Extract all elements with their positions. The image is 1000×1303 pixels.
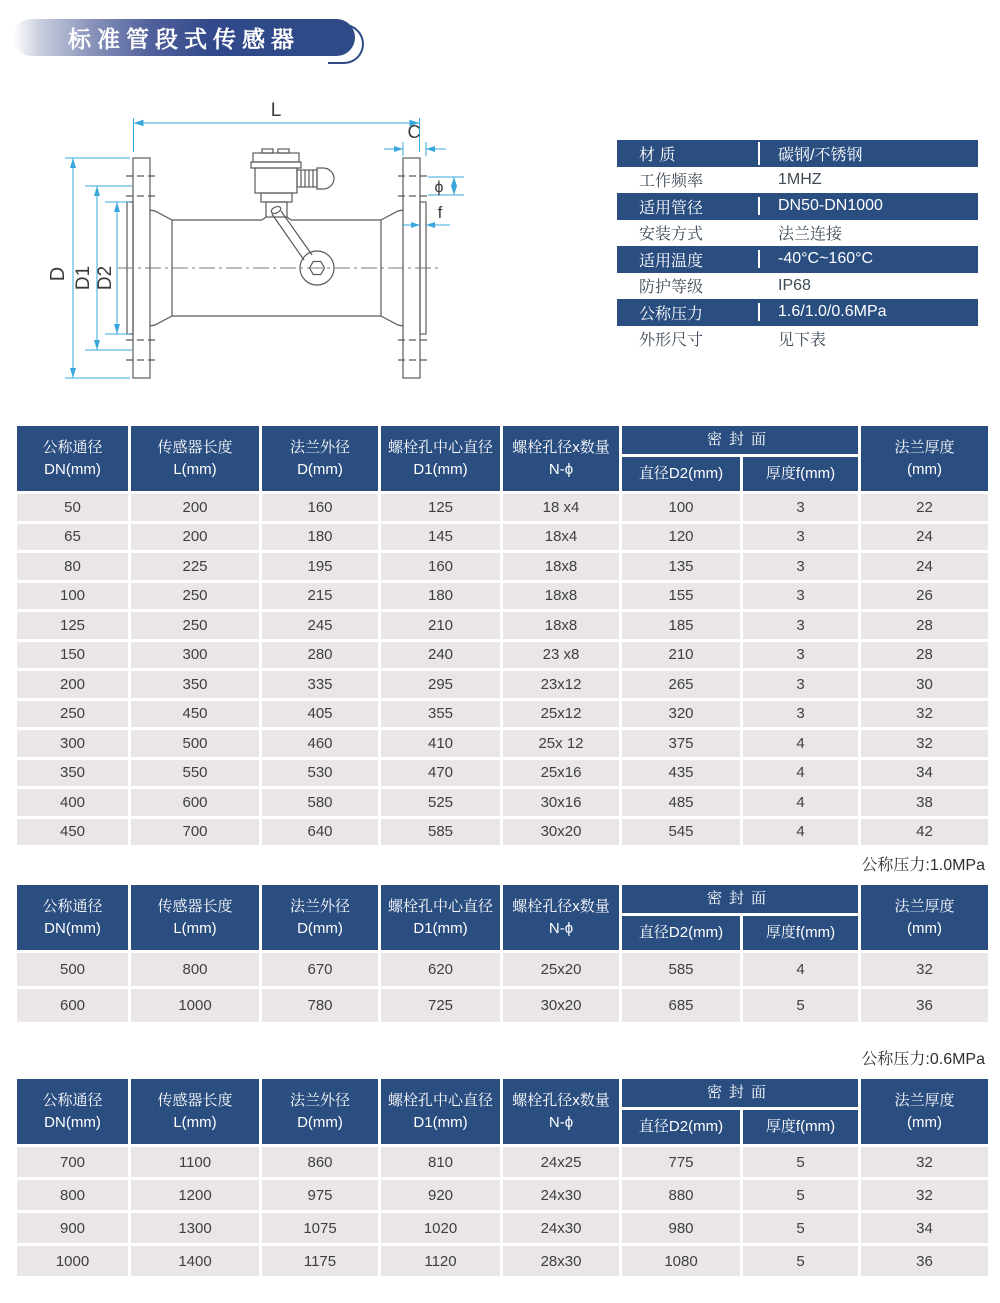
table-cell: 210 — [622, 642, 740, 669]
spec-label: 适用管径 — [639, 199, 704, 217]
table-cell: 245 — [262, 612, 378, 639]
col-header-flange-od: 法兰外径 D(mm) — [262, 885, 378, 950]
table-row — [17, 819, 988, 846]
table-cell: 1000 — [17, 1246, 128, 1276]
table-row — [17, 1147, 988, 1177]
table-row — [17, 701, 988, 728]
table-cell: 100 — [17, 583, 128, 610]
table-header — [17, 426, 988, 491]
table-cell: 550 — [131, 760, 259, 787]
table-cell: 1400 — [131, 1246, 259, 1276]
col-header-length: 传感器长度 L(mm) — [131, 426, 259, 491]
table-cell: 5 — [743, 1246, 858, 1276]
table-cell: 580 — [262, 789, 378, 816]
col-header-flange-thickness: 法兰厚度 (mm) — [861, 426, 988, 491]
table-cell: 3 — [743, 612, 858, 639]
col-header-flange-thickness: 法兰厚度 (mm) — [861, 1079, 988, 1144]
table-cell: 80 — [17, 553, 128, 580]
table-cell: 500 — [17, 953, 128, 986]
table-cell: 585 — [381, 819, 500, 846]
dim-label-D: D — [47, 266, 69, 282]
table-cell: 4 — [743, 789, 858, 816]
table-cell: 1075 — [262, 1213, 378, 1243]
col-header-seal-d2: 直径D2(mm) — [622, 916, 740, 950]
col-header-seal-d2: 直径D2(mm) — [622, 457, 740, 491]
dim-label-f: f — [437, 203, 443, 222]
spec-value: 1.6/1.0/0.6MPa — [758, 303, 978, 321]
table-cell: 215 — [262, 583, 378, 610]
table-cell: 5 — [743, 989, 858, 1022]
table-cell: 435 — [622, 760, 740, 787]
pressure-label-0.6mpa: 公称压力:0.6MPa — [861, 1051, 985, 1068]
table-cell: 685 — [622, 989, 740, 1022]
table-cell: 25x16 — [503, 760, 619, 787]
table-cell: 42 — [861, 819, 988, 846]
table-cell: 810 — [381, 1147, 500, 1177]
table-cell: 3 — [743, 524, 858, 551]
table-cell: 3 — [743, 553, 858, 580]
spec-label: 工作频率 — [639, 173, 704, 191]
table-cell: 670 — [262, 953, 378, 986]
col-header-bolt-circle: 螺栓孔中心直径 D1(mm) — [381, 885, 500, 950]
table-cell: 295 — [381, 671, 500, 698]
table-row — [17, 671, 988, 698]
table-cell: 1300 — [131, 1213, 259, 1243]
table-cell: 335 — [262, 671, 378, 698]
col-header-flange-od: 法兰外径 D(mm) — [262, 426, 378, 491]
page-title-banner — [13, 19, 355, 56]
table-row — [17, 730, 988, 757]
table-row — [17, 524, 988, 551]
table-cell: 470 — [381, 760, 500, 787]
spec-label: 适用温度 — [639, 252, 704, 270]
table-cell: 125 — [17, 612, 128, 639]
table-cell: 28x30 — [503, 1246, 619, 1276]
table-cell: 355 — [381, 701, 500, 728]
dim-label-L: L — [270, 100, 282, 121]
spec-row — [617, 246, 978, 273]
table-row — [17, 494, 988, 521]
table-cell: 65 — [17, 524, 128, 551]
table-cell: 24x30 — [503, 1213, 619, 1243]
dimension-table-1 — [14, 423, 991, 848]
table-cell: 32 — [861, 1180, 988, 1210]
table-cell: 265 — [622, 671, 740, 698]
col-header-seal-f: 厚度f(mm) — [743, 457, 858, 491]
table-cell: 240 — [381, 642, 500, 669]
table-cell: 530 — [262, 760, 378, 787]
table-cell: 3 — [743, 701, 858, 728]
col-header-bolt-count: 螺栓孔径x数量 N-ϕ — [503, 426, 619, 491]
dim-label-C: C — [407, 122, 421, 142]
table-cell: 18x4 — [503, 524, 619, 551]
table-cell: 185 — [622, 612, 740, 639]
spec-row — [617, 220, 978, 247]
table-cell: 400 — [17, 789, 128, 816]
table-row — [17, 583, 988, 610]
table-cell: 4 — [743, 953, 858, 986]
table-cell: 195 — [262, 553, 378, 580]
table-cell: 3 — [743, 642, 858, 669]
table-cell: 38 — [861, 789, 988, 816]
table-cell: 620 — [381, 953, 500, 986]
table-cell: 1175 — [262, 1246, 378, 1276]
spec-row — [617, 299, 978, 326]
table-cell: 700 — [17, 1147, 128, 1177]
table-cell: 180 — [262, 524, 378, 551]
table-row — [17, 953, 988, 986]
table-cell: 200 — [131, 524, 259, 551]
dimension-table-3 — [14, 1076, 991, 1279]
table-cell: 775 — [622, 1147, 740, 1177]
table-cell: 18x8 — [503, 583, 619, 610]
col-header-seal-group: 密封面 — [622, 885, 858, 913]
table-cell: 200 — [17, 671, 128, 698]
col-header-seal-d2: 直径D2(mm) — [622, 1110, 740, 1144]
table-cell: 860 — [262, 1147, 378, 1177]
table-row — [17, 989, 988, 1022]
spec-label: 公称压力 — [639, 305, 704, 323]
table-cell: 34 — [861, 760, 988, 787]
table-cell: 160 — [262, 494, 378, 521]
table-cell: 5 — [743, 1213, 858, 1243]
page-title: 标准管段式传感器 — [68, 26, 300, 52]
spec-value: DN50-DN1000 — [758, 197, 978, 215]
spec-value: 1MHZ — [778, 170, 822, 188]
table-cell: 350 — [17, 760, 128, 787]
table-cell: 250 — [17, 701, 128, 728]
table-body — [17, 1147, 988, 1276]
table-cell: 23 x8 — [503, 642, 619, 669]
table-cell: 5 — [743, 1180, 858, 1210]
product-spec-table — [617, 140, 978, 352]
col-header-length: 传感器长度 L(mm) — [131, 885, 259, 950]
table-cell: 800 — [131, 953, 259, 986]
table-cell: 26 — [861, 583, 988, 610]
table-cell: 780 — [262, 989, 378, 1022]
table-cell: 600 — [17, 989, 128, 1022]
dim-label-D1: D1 — [73, 265, 94, 291]
table-row — [17, 1213, 988, 1243]
table-cell: 160 — [381, 553, 500, 580]
table-cell: 225 — [131, 553, 259, 580]
table-cell: 120 — [622, 524, 740, 551]
table-cell: 525 — [381, 789, 500, 816]
table-cell: 30 — [861, 671, 988, 698]
spec-row — [617, 193, 978, 220]
table-cell: 25x20 — [503, 953, 619, 986]
table-cell: 300 — [131, 642, 259, 669]
spec-value: -40°C~160°C — [758, 250, 978, 268]
spec-row — [617, 140, 978, 167]
table-cell: 24 — [861, 524, 988, 551]
col-header-seal-group: 密封面 — [622, 1079, 858, 1107]
table-cell: 22 — [861, 494, 988, 521]
table-cell: 18 x4 — [503, 494, 619, 521]
table-cell: 30x20 — [503, 819, 619, 846]
table-cell: 4 — [743, 730, 858, 757]
table-cell: 700 — [131, 819, 259, 846]
table-cell: 920 — [381, 1180, 500, 1210]
table-cell: 25x12 — [503, 701, 619, 728]
table-cell: 500 — [131, 730, 259, 757]
table-cell: 1120 — [381, 1246, 500, 1276]
spec-value: 碳钢/不锈钢 — [758, 142, 978, 165]
spec-row — [617, 273, 978, 300]
table-cell: 135 — [622, 553, 740, 580]
table-cell: 24x30 — [503, 1180, 619, 1210]
table-cell: 30x20 — [503, 989, 619, 1022]
table-cell: 32 — [861, 730, 988, 757]
table-cell: 36 — [861, 1246, 988, 1276]
table-cell: 600 — [131, 789, 259, 816]
table-cell: 585 — [622, 953, 740, 986]
table-cell: 450 — [131, 701, 259, 728]
col-header-bolt-count: 螺栓孔径x数量 N-ϕ — [503, 885, 619, 950]
col-header-bolt-circle: 螺栓孔中心直径 D1(mm) — [381, 1079, 500, 1144]
table-cell: 4 — [743, 819, 858, 846]
table-cell: 180 — [381, 583, 500, 610]
table-cell: 450 — [17, 819, 128, 846]
table-cell: 28 — [861, 612, 988, 639]
dimension-table-2 — [14, 882, 991, 1025]
col-header-dn: 公称通径 DN(mm) — [17, 885, 128, 950]
spec-label: 外形尺寸 — [639, 332, 704, 350]
table-cell: 3 — [743, 583, 858, 610]
table-cell: 18x8 — [503, 612, 619, 639]
table-cell: 1020 — [381, 1213, 500, 1243]
table-cell: 375 — [622, 730, 740, 757]
col-header-bolt-circle: 螺栓孔中心直径 D1(mm) — [381, 426, 500, 491]
col-header-seal-f: 厚度f(mm) — [743, 916, 858, 950]
dim-label-phi: ϕ — [434, 179, 444, 196]
spec-value: IP68 — [778, 276, 811, 294]
table-cell: 725 — [381, 989, 500, 1022]
table-cell: 100 — [622, 494, 740, 521]
table-cell: 250 — [131, 583, 259, 610]
table-cell: 250 — [131, 612, 259, 639]
table-cell: 405 — [262, 701, 378, 728]
table-header — [17, 1079, 988, 1144]
spec-value: 法兰连接 — [778, 226, 843, 244]
table-cell: 34 — [861, 1213, 988, 1243]
table-cell: 145 — [381, 524, 500, 551]
sensor-technical-drawing — [40, 90, 470, 400]
spec-label: 安装方式 — [639, 226, 704, 244]
col-header-length: 传感器长度 L(mm) — [131, 1079, 259, 1144]
table-cell: 980 — [622, 1213, 740, 1243]
table-cell: 150 — [17, 642, 128, 669]
table-cell: 25x 12 — [503, 730, 619, 757]
table-body — [17, 953, 988, 1022]
table-row — [17, 642, 988, 669]
table-cell: 1100 — [131, 1147, 259, 1177]
table-row — [17, 1246, 988, 1276]
table-body — [17, 494, 988, 845]
table-cell: 1080 — [622, 1246, 740, 1276]
table-cell: 350 — [131, 671, 259, 698]
col-header-seal-group: 密封面 — [622, 426, 858, 454]
spec-value: 见下表 — [778, 332, 827, 350]
dim-label-D2: D2 — [95, 265, 116, 291]
table-cell: 4 — [743, 760, 858, 787]
table-cell: 50 — [17, 494, 128, 521]
col-header-flange-od: 法兰外径 D(mm) — [262, 1079, 378, 1144]
table-cell: 28 — [861, 642, 988, 669]
table-cell: 1000 — [131, 989, 259, 1022]
table-row — [17, 760, 988, 787]
table-cell: 320 — [622, 701, 740, 728]
table-cell: 3 — [743, 494, 858, 521]
col-header-dn: 公称通径 DN(mm) — [17, 1079, 128, 1144]
table-cell: 125 — [381, 494, 500, 521]
table-cell: 32 — [861, 953, 988, 986]
table-cell: 1200 — [131, 1180, 259, 1210]
table-cell: 640 — [262, 819, 378, 846]
table-cell: 280 — [262, 642, 378, 669]
table-cell: 24 — [861, 553, 988, 580]
spec-label: 材 质 — [639, 146, 676, 164]
table-row — [17, 553, 988, 580]
table-cell: 32 — [861, 701, 988, 728]
table-cell: 5 — [743, 1147, 858, 1177]
table-cell: 3 — [743, 671, 858, 698]
table-cell: 18x8 — [503, 553, 619, 580]
table-cell: 32 — [861, 1147, 988, 1177]
table-cell: 30x16 — [503, 789, 619, 816]
table-cell: 210 — [381, 612, 500, 639]
table-cell: 545 — [622, 819, 740, 846]
table-header — [17, 885, 988, 950]
table-cell: 155 — [622, 583, 740, 610]
table-cell: 36 — [861, 989, 988, 1022]
table-cell: 24x25 — [503, 1147, 619, 1177]
spec-label: 防护等级 — [639, 279, 704, 297]
col-header-bolt-count: 螺栓孔径x数量 N-ϕ — [503, 1079, 619, 1144]
table-cell: 900 — [17, 1213, 128, 1243]
col-header-seal-f: 厚度f(mm) — [743, 1110, 858, 1144]
table-cell: 23x12 — [503, 671, 619, 698]
spec-row — [617, 167, 978, 194]
table-cell: 460 — [262, 730, 378, 757]
table-cell: 200 — [131, 494, 259, 521]
pressure-label-1.0mpa: 公称压力:1.0MPa — [861, 857, 985, 874]
table-cell: 410 — [381, 730, 500, 757]
col-header-dn: 公称通径 DN(mm) — [17, 426, 128, 491]
table-row — [17, 1180, 988, 1210]
table-cell: 880 — [622, 1180, 740, 1210]
table-cell: 975 — [262, 1180, 378, 1210]
table-cell: 800 — [17, 1180, 128, 1210]
table-cell: 485 — [622, 789, 740, 816]
table-cell: 300 — [17, 730, 128, 757]
table-row — [17, 789, 988, 816]
col-header-flange-thickness: 法兰厚度 (mm) — [861, 885, 988, 950]
spec-row — [617, 326, 978, 353]
table-row — [17, 612, 988, 639]
